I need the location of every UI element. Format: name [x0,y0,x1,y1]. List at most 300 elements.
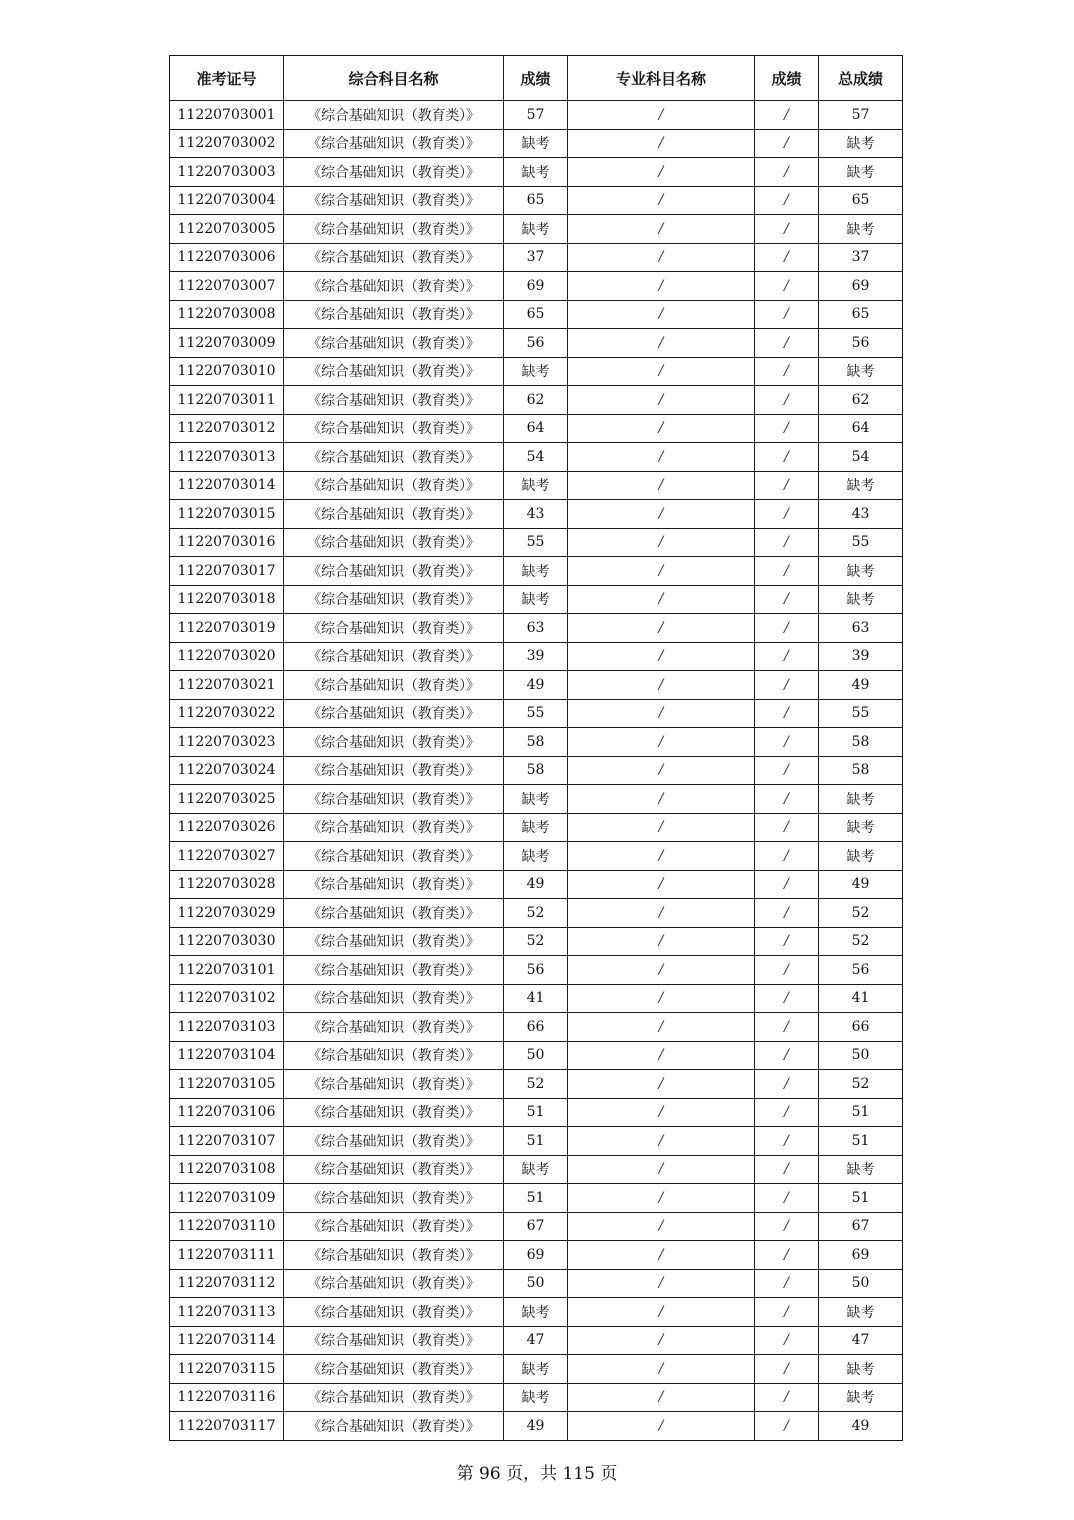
general-score-cell: 52 [504,927,568,956]
major-subject-cell: / [568,1155,755,1184]
major-score-cell: / [755,1326,819,1355]
total-score-cell: 49 [819,671,903,700]
general-score-cell: 缺考 [504,1155,568,1184]
exam-id-cell: 11220703020 [170,642,284,671]
general-score-cell: 65 [504,300,568,329]
major-score-cell: / [755,1269,819,1298]
table-row [170,699,903,728]
general-score-cell: 69 [504,272,568,301]
major-subject-cell: / [568,272,755,301]
total-score-cell: 56 [819,329,903,358]
major-subject-cell: / [568,585,755,614]
general-subject-cell: 《综合基础知识（教育类）》 [284,1184,504,1213]
major-subject-cell: / [568,1298,755,1327]
table-row [170,671,903,700]
table-row [170,1127,903,1156]
major-score-cell: / [755,1041,819,1070]
total-score-cell: 37 [819,243,903,272]
major-subject-cell: / [568,899,755,928]
total-score-cell: 缺考 [819,1155,903,1184]
score-table [169,55,903,1441]
table-row [170,1269,903,1298]
major-subject-cell: / [568,984,755,1013]
general-score-cell: 65 [504,186,568,215]
total-score-cell: 65 [819,300,903,329]
table-row [170,1298,903,1327]
exam-id-cell: 11220703017 [170,557,284,586]
major-score-cell: / [755,101,819,130]
total-score-cell: 51 [819,1184,903,1213]
total-score-cell: 69 [819,272,903,301]
total-score-cell: 50 [819,1041,903,1070]
table-row [170,1212,903,1241]
total-score-cell: 缺考 [819,557,903,586]
table-row [170,300,903,329]
general-subject-cell: 《综合基础知识（教育类）》 [284,870,504,899]
exam-id-cell: 11220703116 [170,1383,284,1412]
exam-id-cell: 11220703012 [170,414,284,443]
major-score-cell: / [755,528,819,557]
general-subject-cell: 《综合基础知识（教育类）》 [284,927,504,956]
general-score-cell: 52 [504,1070,568,1099]
total-score-cell: 缺考 [819,357,903,386]
table-row [170,728,903,757]
total-score-cell: 58 [819,728,903,757]
major-score-cell: / [755,756,819,785]
major-score-cell: / [755,443,819,472]
exam-id-cell: 11220703108 [170,1155,284,1184]
major-subject-cell: / [568,785,755,814]
table-row [170,528,903,557]
exam-id-cell: 11220703003 [170,158,284,187]
major-subject-cell: / [568,956,755,985]
general-score-cell: 缺考 [504,215,568,244]
general-subject-cell: 《综合基础知识（教育类）》 [284,557,504,586]
total-score-cell: 缺考 [819,785,903,814]
exam-id-cell: 11220703018 [170,585,284,614]
exam-id-cell: 11220703111 [170,1241,284,1270]
general-score-cell: 66 [504,1013,568,1042]
exam-id-cell: 11220703102 [170,984,284,1013]
major-subject-cell: / [568,1041,755,1070]
major-score-cell: / [755,1127,819,1156]
general-score-cell: 58 [504,756,568,785]
general-score-cell: 58 [504,728,568,757]
major-subject-cell: / [568,728,755,757]
table-row [170,129,903,158]
general-subject-cell: 《综合基础知识（教育类）》 [284,984,504,1013]
total-score-cell: 58 [819,756,903,785]
total-score-cell: 52 [819,927,903,956]
total-score-cell: 62 [819,386,903,415]
table-row [170,1184,903,1213]
table-row [170,500,903,529]
total-score-cell: 54 [819,443,903,472]
major-score-cell: / [755,984,819,1013]
general-subject-cell: 《综合基础知识（教育类）》 [284,813,504,842]
major-score-cell: / [755,329,819,358]
exam-id-cell: 11220703006 [170,243,284,272]
header-total-score: 总成绩 [819,56,903,101]
general-subject-cell: 《综合基础知识（教育类）》 [284,956,504,985]
major-score-cell: / [755,1355,819,1384]
table-row [170,1041,903,1070]
general-subject-cell: 《综合基础知识（教育类）》 [284,158,504,187]
exam-id-cell: 11220703030 [170,927,284,956]
table-row [170,1412,903,1441]
total-score-cell: 56 [819,956,903,985]
major-subject-cell: / [568,927,755,956]
general-subject-cell: 《综合基础知识（教育类）》 [284,1269,504,1298]
exam-id-cell: 11220703104 [170,1041,284,1070]
total-score-cell: 47 [819,1326,903,1355]
major-score-cell: / [755,1212,819,1241]
general-subject-cell: 《综合基础知识（教育类）》 [284,699,504,728]
total-score-cell: 51 [819,1127,903,1156]
general-score-cell: 62 [504,386,568,415]
general-score-cell: 缺考 [504,785,568,814]
general-subject-cell: 《综合基础知识（教育类）》 [284,300,504,329]
total-score-cell: 缺考 [819,158,903,187]
major-score-cell: / [755,956,819,985]
general-subject-cell: 《综合基础知识（教育类）》 [284,443,504,472]
table-row [170,927,903,956]
general-subject-cell: 《综合基础知识（教育类）》 [284,756,504,785]
table-row [170,471,903,500]
table-row [170,1098,903,1127]
total-score-cell: 缺考 [819,585,903,614]
table-row [170,329,903,358]
general-subject-cell: 《综合基础知识（教育类）》 [284,357,504,386]
total-score-cell: 49 [819,1412,903,1441]
exam-id-cell: 11220703114 [170,1326,284,1355]
exam-id-cell: 11220703004 [170,186,284,215]
major-score-cell: / [755,899,819,928]
table-row [170,1155,903,1184]
general-score-cell: 64 [504,414,568,443]
table-row [170,414,903,443]
general-score-cell: 缺考 [504,813,568,842]
score-sheet [169,55,903,1441]
general-subject-cell: 《综合基础知识（教育类）》 [284,414,504,443]
major-score-cell: / [755,842,819,871]
major-subject-cell: / [568,1383,755,1412]
general-score-cell: 43 [504,500,568,529]
total-score-cell: 57 [819,101,903,130]
general-score-cell: 69 [504,1241,568,1270]
table-row [170,842,903,871]
major-score-cell: / [755,414,819,443]
major-score-cell: / [755,557,819,586]
exam-id-cell: 11220703101 [170,956,284,985]
general-subject-cell: 《综合基础知识（教育类）》 [284,1298,504,1327]
major-score-cell: / [755,927,819,956]
major-score-cell: / [755,728,819,757]
exam-id-cell: 11220703109 [170,1184,284,1213]
major-subject-cell: / [568,357,755,386]
major-score-cell: / [755,272,819,301]
table-row [170,243,903,272]
exam-id-cell: 11220703007 [170,272,284,301]
total-score-cell: 39 [819,642,903,671]
general-subject-cell: 《综合基础知识（教育类）》 [284,1383,504,1412]
major-score-cell: / [755,642,819,671]
exam-id-cell: 11220703105 [170,1070,284,1099]
general-score-cell: 56 [504,956,568,985]
table-body [170,101,903,1441]
major-subject-cell: / [568,1070,755,1099]
general-score-cell: 55 [504,528,568,557]
major-score-cell: / [755,1412,819,1441]
general-score-cell: 54 [504,443,568,472]
major-subject-cell: / [568,671,755,700]
table-row [170,1355,903,1384]
major-score-cell: / [755,186,819,215]
major-subject-cell: / [568,528,755,557]
exam-id-cell: 11220703023 [170,728,284,757]
major-subject-cell: / [568,870,755,899]
exam-id-cell: 11220703011 [170,386,284,415]
table-row [170,614,903,643]
major-subject-cell: / [568,842,755,871]
major-subject-cell: / [568,500,755,529]
header-exam-id: 准考证号 [170,56,284,101]
exam-id-cell: 11220703009 [170,329,284,358]
general-score-cell: 51 [504,1184,568,1213]
exam-id-cell: 11220703110 [170,1212,284,1241]
exam-id-cell: 11220703112 [170,1269,284,1298]
major-score-cell: / [755,300,819,329]
exam-id-cell: 11220703014 [170,471,284,500]
major-subject-cell: / [568,101,755,130]
major-score-cell: / [755,671,819,700]
header-general-subject: 综合科目名称 [284,56,504,101]
total-score-cell: 63 [819,614,903,643]
header-row [170,56,903,101]
table-row [170,272,903,301]
exam-id-cell: 11220703106 [170,1098,284,1127]
general-score-cell: 缺考 [504,1355,568,1384]
exam-id-cell: 11220703016 [170,528,284,557]
major-score-cell: / [755,1070,819,1099]
major-score-cell: / [755,813,819,842]
general-score-cell: 52 [504,899,568,928]
general-score-cell: 63 [504,614,568,643]
page-footer: 第 96 页，共 115 页 [456,1464,618,1484]
exam-id-cell: 11220703026 [170,813,284,842]
general-subject-cell: 《综合基础知识（教育类）》 [284,1412,504,1441]
general-subject-cell: 《综合基础知识（教育类）》 [284,785,504,814]
general-score-cell: 缺考 [504,357,568,386]
exam-id-cell: 11220703028 [170,870,284,899]
table-row [170,813,903,842]
major-subject-cell: / [568,614,755,643]
major-subject-cell: / [568,129,755,158]
major-score-cell: / [755,699,819,728]
major-subject-cell: / [568,813,755,842]
general-subject-cell: 《综合基础知识（教育类）》 [284,329,504,358]
general-score-cell: 50 [504,1041,568,1070]
total-score-cell: 69 [819,1241,903,1270]
major-subject-cell: / [568,386,755,415]
major-score-cell: / [755,129,819,158]
general-subject-cell: 《综合基础知识（教育类）》 [284,528,504,557]
general-score-cell: 缺考 [504,1298,568,1327]
major-subject-cell: / [568,243,755,272]
exam-id-cell: 11220703029 [170,899,284,928]
table-row [170,899,903,928]
major-subject-cell: / [568,1241,755,1270]
total-score-cell: 67 [819,1212,903,1241]
exam-id-cell: 11220703015 [170,500,284,529]
general-score-cell: 缺考 [504,129,568,158]
exam-id-cell: 11220703025 [170,785,284,814]
exam-id-cell: 11220703021 [170,671,284,700]
general-subject-cell: 《综合基础知识（教育类）》 [284,1326,504,1355]
major-score-cell: / [755,1098,819,1127]
general-subject-cell: 《综合基础知识（教育类）》 [284,642,504,671]
total-score-cell: 43 [819,500,903,529]
total-score-cell: 52 [819,1070,903,1099]
exam-id-cell: 11220703008 [170,300,284,329]
general-subject-cell: 《综合基础知识（教育类）》 [284,899,504,928]
major-subject-cell: / [568,1326,755,1355]
major-score-cell: / [755,158,819,187]
major-score-cell: / [755,1383,819,1412]
general-score-cell: 50 [504,1269,568,1298]
exam-id-cell: 11220703113 [170,1298,284,1327]
general-subject-cell: 《综合基础知识（教育类）》 [284,728,504,757]
general-subject-cell: 《综合基础知识（教育类）》 [284,1070,504,1099]
exam-id-cell: 11220703002 [170,129,284,158]
table-row [170,585,903,614]
exam-id-cell: 11220703027 [170,842,284,871]
general-score-cell: 49 [504,671,568,700]
general-subject-cell: 《综合基础知识（教育类）》 [284,1098,504,1127]
major-score-cell: / [755,1013,819,1042]
header-major-subject: 专业科目名称 [568,56,755,101]
major-score-cell: / [755,215,819,244]
general-subject-cell: 《综合基础知识（教育类）》 [284,101,504,130]
general-subject-cell: 《综合基础知识（教育类）》 [284,614,504,643]
general-subject-cell: 《综合基础知识（教育类）》 [284,842,504,871]
total-score-cell: 50 [819,1269,903,1298]
table-row [170,1326,903,1355]
total-score-cell: 66 [819,1013,903,1042]
table-row [170,785,903,814]
major-subject-cell: / [568,642,755,671]
total-score-cell: 41 [819,984,903,1013]
major-subject-cell: / [568,215,755,244]
general-score-cell: 37 [504,243,568,272]
major-score-cell: / [755,614,819,643]
general-score-cell: 55 [504,699,568,728]
exam-id-cell: 11220703024 [170,756,284,785]
major-subject-cell: / [568,1212,755,1241]
total-score-cell: 55 [819,528,903,557]
major-subject-cell: / [568,1269,755,1298]
major-subject-cell: / [568,1013,755,1042]
table-row [170,642,903,671]
total-score-cell: 51 [819,1098,903,1127]
general-subject-cell: 《综合基础知识（教育类）》 [284,215,504,244]
total-score-cell: 缺考 [819,1298,903,1327]
table-row [170,443,903,472]
general-subject-cell: 《综合基础知识（教育类）》 [284,471,504,500]
general-score-cell: 41 [504,984,568,1013]
general-subject-cell: 《综合基础知识（教育类）》 [284,1355,504,1384]
general-score-cell: 51 [504,1127,568,1156]
general-subject-cell: 《综合基础知识（教育类）》 [284,243,504,272]
major-score-cell: / [755,1298,819,1327]
exam-id-cell: 11220703117 [170,1412,284,1441]
general-score-cell: 47 [504,1326,568,1355]
general-score-cell: 49 [504,1412,568,1441]
total-score-cell: 缺考 [819,1383,903,1412]
general-score-cell: 缺考 [504,158,568,187]
exam-id-cell: 11220703019 [170,614,284,643]
exam-id-cell: 11220703107 [170,1127,284,1156]
exam-id-cell: 11220703022 [170,699,284,728]
header-major-score: 成绩 [755,56,819,101]
table-row [170,756,903,785]
exam-id-cell: 11220703115 [170,1355,284,1384]
exam-id-cell: 11220703010 [170,357,284,386]
table-row [170,557,903,586]
major-subject-cell: / [568,557,755,586]
total-score-cell: 64 [819,414,903,443]
major-subject-cell: / [568,756,755,785]
major-score-cell: / [755,1184,819,1213]
major-score-cell: / [755,386,819,415]
general-score-cell: 57 [504,101,568,130]
major-subject-cell: / [568,186,755,215]
major-subject-cell: / [568,1184,755,1213]
major-subject-cell: / [568,158,755,187]
exam-id-cell: 11220703001 [170,101,284,130]
table-row [170,1070,903,1099]
major-score-cell: / [755,471,819,500]
major-subject-cell: / [568,414,755,443]
major-score-cell: / [755,357,819,386]
general-subject-cell: 《综合基础知识（教育类）》 [284,1013,504,1042]
general-subject-cell: 《综合基础知识（教育类）》 [284,585,504,614]
table-row [170,984,903,1013]
general-score-cell: 67 [504,1212,568,1241]
general-subject-cell: 《综合基础知识（教育类）》 [284,272,504,301]
table-row [170,1383,903,1412]
table-row [170,956,903,985]
table-row [170,101,903,130]
general-subject-cell: 《综合基础知识（教育类）》 [284,1212,504,1241]
general-subject-cell: 《综合基础知识（教育类）》 [284,386,504,415]
total-score-cell: 49 [819,870,903,899]
total-score-cell: 缺考 [819,813,903,842]
total-score-cell: 52 [819,899,903,928]
general-subject-cell: 《综合基础知识（教育类）》 [284,186,504,215]
general-subject-cell: 《综合基础知识（教育类）》 [284,671,504,700]
general-score-cell: 缺考 [504,1383,568,1412]
general-subject-cell: 《综合基础知识（教育类）》 [284,500,504,529]
major-score-cell: / [755,870,819,899]
general-score-cell: 缺考 [504,585,568,614]
exam-id-cell: 11220703005 [170,215,284,244]
major-score-cell: / [755,785,819,814]
table-row [170,186,903,215]
major-subject-cell: / [568,300,755,329]
major-subject-cell: / [568,699,755,728]
table-row [170,386,903,415]
